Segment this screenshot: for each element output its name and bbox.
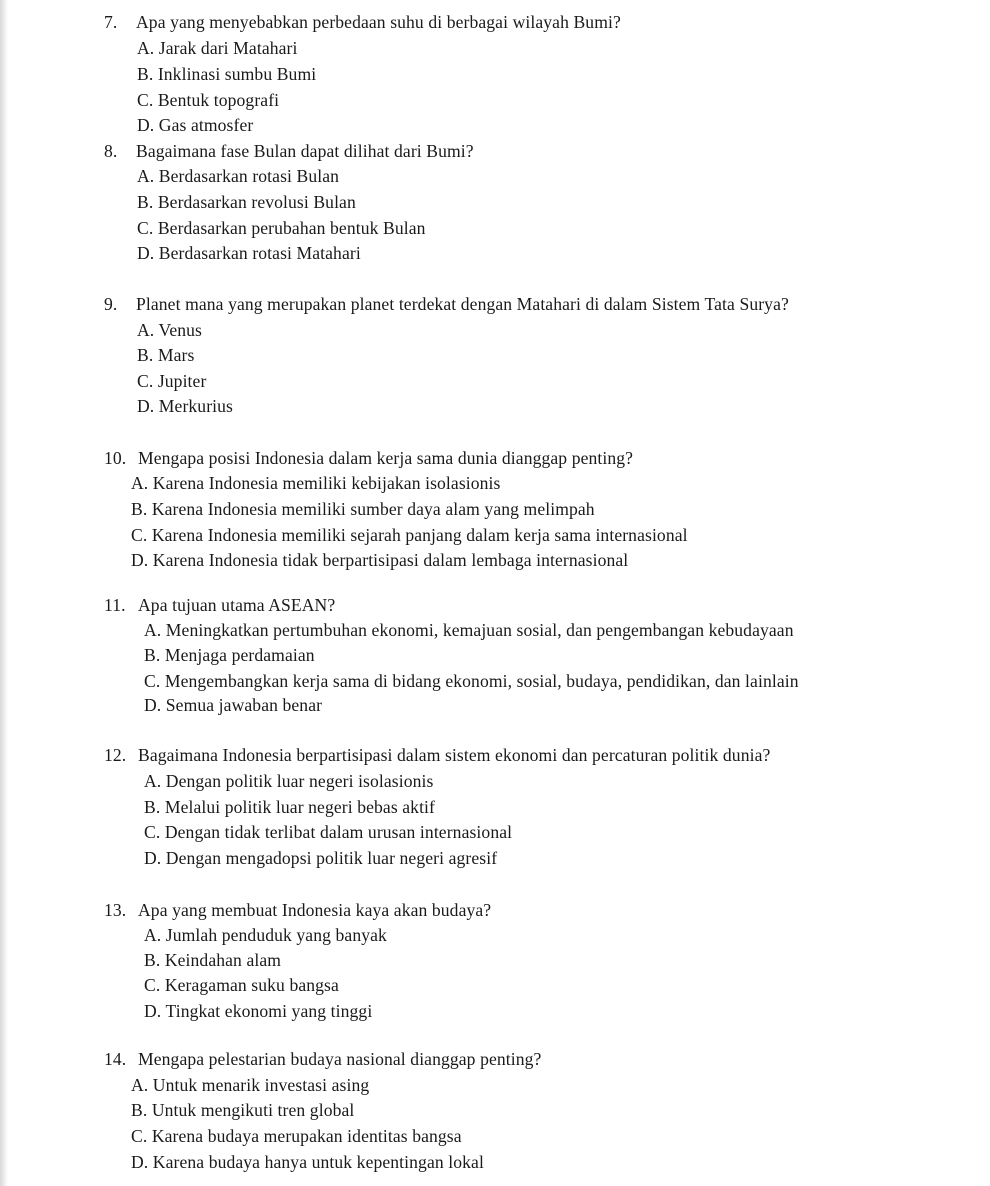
question-text: Apa yang membuat Indonesia kaya akan budaya? [138, 900, 492, 920]
page-left-edge-shadow [0, 0, 8, 1186]
question-9 [104, 293, 789, 315]
question-9-option-a[interactable]: A. Venus [137, 320, 202, 340]
question-text: Bagaimana fase Bulan dapat dilihat dari Bumi? [136, 141, 474, 161]
question-13 [104, 899, 491, 921]
question-8-option-c[interactable]: C. Berdasarkan perubahan bentuk Bulan [137, 218, 426, 238]
question-12-option-b[interactable]: B. Melalui politik luar negeri bebas aktif [144, 797, 436, 817]
question-11 [104, 594, 335, 616]
question-7-option-a[interactable]: A. Jarak dari Matahari [137, 38, 298, 58]
question-11-option-b[interactable]: B. Menjaga perdamaian [144, 645, 315, 665]
question-14-option-c[interactable]: C. Karena budaya merupakan identitas bangsa [131, 1126, 462, 1146]
question-14 [104, 1048, 541, 1070]
question-7-option-d[interactable]: D. Gas atmosfer [137, 115, 254, 135]
question-13-option-c[interactable]: C. Keragaman suku bangsa [144, 975, 339, 995]
question-text: Planet mana yang merupakan planet terdekat dengan Matahari di dalam Sistem Tata Surya? [136, 294, 789, 314]
question-7-option-c[interactable]: C. Bentuk topografi [137, 90, 280, 110]
question-11-option-c[interactable]: C. Mengembangkan kerja sama di bidang ekonomi, sosial, budaya, pendidikan, dan lainlain [144, 671, 799, 691]
question-13-option-a[interactable]: A. Jumlah penduduk yang banyak [144, 925, 387, 945]
question-text: Apa tujuan utama ASEAN? [138, 595, 336, 615]
question-number: 14. [104, 1049, 127, 1069]
question-11-option-d[interactable]: D. Semua jawaban benar [144, 695, 323, 715]
question-9-option-c[interactable]: C. Jupiter [137, 371, 207, 391]
question-13-option-b[interactable]: B. Keindahan alam [144, 950, 282, 970]
question-7-option-b[interactable]: B. Inklinasi sumbu Bumi [137, 64, 317, 84]
question-9-option-d[interactable]: D. Merkurius [137, 396, 233, 416]
question-10-option-b[interactable]: B. Karena Indonesia memiliki sumber daya alam yang melimpah [131, 499, 595, 519]
question-11-option-a[interactable]: A. Meningkatkan pertumbuhan ekonomi, kemajuan sosial, dan pengembangan kebudayaan [144, 620, 794, 640]
question-8-option-b[interactable]: B. Berdasarkan revolusi Bulan [137, 192, 356, 212]
question-14-option-b[interactable]: B. Untuk mengikuti tren global [131, 1100, 355, 1120]
question-8-option-a[interactable]: A. Berdasarkan rotasi Bulan [137, 166, 340, 186]
question-10-option-c[interactable]: C. Karena Indonesia memiliki sejarah panjang dalam kerja sama internasional [131, 525, 688, 545]
question-text: Mengapa posisi Indonesia dalam kerja sama dunia dianggap penting? [138, 448, 634, 468]
question-number: 9. [104, 294, 118, 314]
question-10 [104, 447, 633, 469]
question-number: 7. [104, 12, 118, 32]
question-text: Mengapa pelestarian budaya nasional dianggap penting? [138, 1049, 542, 1069]
question-12-option-a[interactable]: A. Dengan politik luar negeri isolasionis [144, 771, 434, 791]
question-12 [104, 744, 770, 766]
question-10-option-d[interactable]: D. Karena Indonesia tidak berpartisipasi dalam lembaga internasional [131, 550, 629, 570]
question-number: 8. [104, 141, 118, 161]
question-text: Bagaimana Indonesia berpartisipasi dalam sistem ekonomi dan percaturan politik dunia? [138, 745, 771, 765]
question-number: 13. [104, 900, 127, 920]
question-number: 10. [104, 448, 127, 468]
question-14-option-d[interactable]: D. Karena budaya hanya untuk kepentingan lokal [131, 1152, 484, 1172]
question-13-option-d[interactable]: D. Tingkat ekonomi yang tinggi [144, 1001, 373, 1021]
question-8 [104, 140, 474, 162]
question-text: Apa yang menyebabkan perbedaan suhu di berbagai wilayah Bumi? [136, 12, 621, 32]
question-8-option-d[interactable]: D. Berdasarkan rotasi Matahari [137, 243, 361, 263]
question-14-option-a[interactable]: A. Untuk menarik investasi asing [131, 1075, 370, 1095]
question-9-option-b[interactable]: B. Mars [137, 345, 195, 365]
question-7 [104, 11, 621, 33]
question-number: 11. [104, 595, 126, 615]
question-10-option-a[interactable]: A. Karena Indonesia memiliki kebijakan isolasionis [131, 473, 501, 493]
question-12-option-d[interactable]: D. Dengan mengadopsi politik luar negeri agresif [144, 848, 498, 868]
question-12-option-c[interactable]: C. Dengan tidak terlibat dalam urusan internasional [144, 822, 513, 842]
question-number: 12. [104, 745, 127, 765]
